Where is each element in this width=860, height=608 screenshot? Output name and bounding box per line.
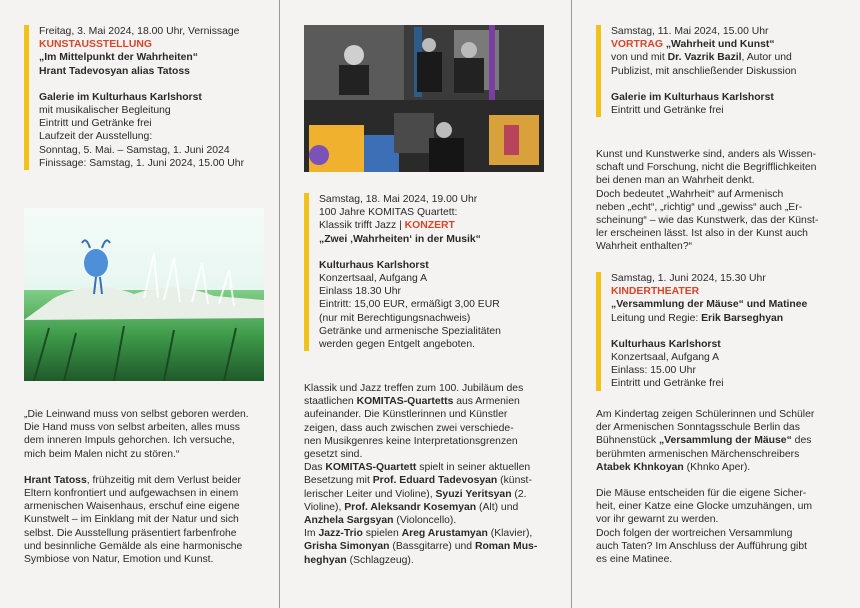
theater-text: der Armenischen Sonntagsschule Berlin das [596,422,800,434]
concert-text: aufeinander. Die Künstlerinnen und Künstler [304,409,508,421]
lecture-text: schaft und Forschung, nicht die Begrifflichkeiten [596,162,817,174]
theater-text: Atabek Khnkoyan (Khnko Aper). [596,461,751,473]
artist-quote: mich beim Malen nicht zu stören.“ [24,448,180,460]
event-venue: Kulturhaus Karlshorst [611,338,721,350]
column-divider-right [571,0,572,608]
event-venue: Galerie im Kulturhaus Karlshorst [611,91,774,103]
theater-text: Am Kindertag zeigen Schülerinnen und Schüler [596,409,815,420]
event-date: Samstag, 1. Juni 2024, 15.30 Uhr [611,273,766,284]
accent-bar [596,25,601,117]
concert-text: nen Musikgenres keine Interpretationsgrenzen [304,435,518,447]
artist-bio: selbst. Die Ausstellung präsentiert farbenfrohe [24,527,237,539]
event-director: Leitung und Regie: Erik Barseghyan [611,312,784,324]
lecture-text: ler erscheinen lässt. Ist also in der Kunst auch [596,228,808,240]
artist-bio: Kunstwelt – im Einklang mit der Natur und sich [24,514,239,526]
event-detail: Laufzeit der Ausstellung: [39,131,153,143]
event-speaker: von und mit Dr. Vazrik Bazil, Autor und [611,52,792,64]
event-date: Samstag, 11. Mai 2024, 15.00 Uhr [611,26,769,37]
event-title: „Zwei ‚Wahrheiten‘ in der Musik“ [319,233,481,245]
theater-event [596,272,841,391]
theater-text: heit, einer Katze eine Glocke umzuhängen, um [596,501,813,513]
event-detail: mit musikalischer Begleitung [39,105,171,117]
artist-bio: Hrant Tatoss, frühzeitig mit dem Verlust beider [24,474,241,486]
lecture-text: Doch bedeutet „Wahrheit“ auf Armenisch [596,188,784,200]
artist-bio: und besinnliche Gemälde als eine harmonische [24,540,243,552]
column-divider-left [279,0,280,608]
concert-event [304,193,549,351]
event-venue: Galerie im Kulturhaus Karlshorst [39,91,202,103]
lecture-text: bei denen man an Wahrheit denkt. [596,175,755,187]
concert-text: Besetzung mit Prof. Eduard Tadevosyan (künst- [304,475,532,487]
artist-bio: Eltern konfrontiert und aufgewachsen in einem [24,488,239,500]
event-type: VORTRAG [611,39,663,51]
event-date: Samstag, 18. Mai 2024, 19.00 Uhr [319,194,478,205]
event-title: „Versammlung der Mäuse“ und Matinee [611,299,808,311]
column-1 [24,25,269,170]
painting-image [24,208,264,381]
theater-text: Bühnenstück „Versammlung der Mäuse“ des [596,435,812,447]
artist-quote: „Die Leinwand muss von selbst geboren werden. [24,409,249,420]
column-3-text [596,148,846,254]
lecture-text: Kunst und Kunstwerke sind, anders als Wissen- [596,149,817,160]
theater-text: vor ihr gewarnt zu werden. [596,514,719,526]
column-1-text [24,408,269,566]
event-detail: Eintritt und Getränke frei [611,378,724,390]
column-3 [596,25,841,117]
event-type-line [611,38,841,51]
event-detail: Eintritt: 15,00 EUR, ermäßigt 3,00 EUR [319,299,500,311]
theater-text: es eine Matinee. [596,554,673,566]
concert-text: Grisha Simonyan (Bassgitarre) und Roman Mus- [304,541,538,553]
event-detail: Finissage: Samstag, 1. Juni 2024, 15.00 Uhr [39,157,245,169]
concert-text: Violine), Prof. Aleksandr Kosemyan (Alt) und [304,501,519,513]
accent-bar [304,193,309,351]
column-3-text-2 [596,408,846,566]
theater-text: Die Mäuse entscheiden für die eigene Sicher- [596,488,807,500]
column-3-theater [596,272,841,391]
concert-text: gesetzt sind. [304,449,363,461]
column-2-text [304,382,554,567]
event-type: KUNSTAUSSTELLUNG [39,39,152,51]
accent-bar [24,25,29,170]
accent-bar [596,272,601,391]
event-detail: Einlass 18.30 Uhr [319,286,402,298]
concert-text: staatlichen KOMITAS-Quartetts aus Armenien [304,396,520,408]
exhibition-event [24,25,269,170]
lecture-text: scheinung“ – wie das Kunstwerk, das der Künst- [596,215,819,227]
event-detail: Getränke und armenische Spezialitäten [319,325,501,337]
event-detail: Eintritt und Getränke frei [39,118,152,130]
concert-text: lerischer Leiter und Violine), Syuzi Yeritsyan (2. [304,488,527,500]
event-venue: Kulturhaus Karlshorst [319,259,429,271]
artist-name: Hrant Tatoss [24,474,87,486]
event-detail: Konzertsaal, Aufgang A [319,273,428,285]
concert-text: heghyan (Schlagzeug). [304,554,414,566]
event-type-line: Klassik trifft Jazz | KONZERT [319,220,455,232]
event-detail: (nur mit Berechtigungsnachweis) [319,312,471,324]
lecture-text: neben „echt“, „richtig“ und „gewiss“ auch „Er- [596,201,803,213]
quartet-photo-collage [304,25,544,172]
theater-text: berühmten armenischen Märchenschreibers [596,448,800,460]
concert-text: Im Jazz-Trio spielen Areg Arustamyan (Klavier), [304,528,533,540]
event-detail: Sonntag, 5. Mai. – Samstag, 1. Juni 2024 [39,144,230,156]
artist-bio: Symbiose von Natur, Emotion und Kunst. [24,554,214,566]
concert-text: Das KOMITAS-Quartett spielt in seiner aktuellen [304,462,531,474]
artist-bio: armenischen Waisenhaus, erschuf eine eigene [24,501,240,513]
concert-text: Klassik und Jazz treffen zum 100. Jubiläum des [304,383,524,394]
event-artist: Hrant Tadevosyan alias Tatoss [39,65,190,77]
event-detail: Einlass: 15.00 Uhr [611,365,696,377]
event-type: KONZERT [404,220,455,232]
event-title: „Im Mittelpunkt der Wahrheiten“ [39,52,198,64]
event-detail: Publizist, mit anschließender Diskussion [611,65,797,77]
theater-text: auch Taten? Im Anschluss der Aufführung gibt [596,540,808,552]
event-detail: Eintritt und Getränke frei [611,105,724,117]
lecture-text: Wahrheit enthalten?“ [596,241,693,253]
event-type: KINDERTHEATER [611,286,700,298]
event-detail: werden gegen Entgelt angeboten. [319,339,475,351]
artist-quote: dem inneren Impuls gehorchen. Ich versuche, [24,435,235,447]
event-title: „Wahrheit und Kunst“ [662,39,775,51]
artist-quote: Die Hand muss von selbst arbeiten, alles muss [24,422,240,434]
event-subtitle: 100 Jahre KOMITAS Quartett: [319,207,458,219]
lecture-event [596,25,841,117]
theater-text: Doch folgen der wortreichen Versammlung [596,527,793,539]
event-date: Freitag, 3. Mai 2024, 18.00 Uhr, Vernissage [39,26,240,37]
concert-text: zeigen, dass auch zwischen zwei verschiede- [304,422,514,434]
event-detail: Konzertsaal, Aufgang A [611,352,720,364]
column-2 [304,193,549,351]
concert-text: Anzhela Sargsyan (Violoncello). [304,515,457,527]
